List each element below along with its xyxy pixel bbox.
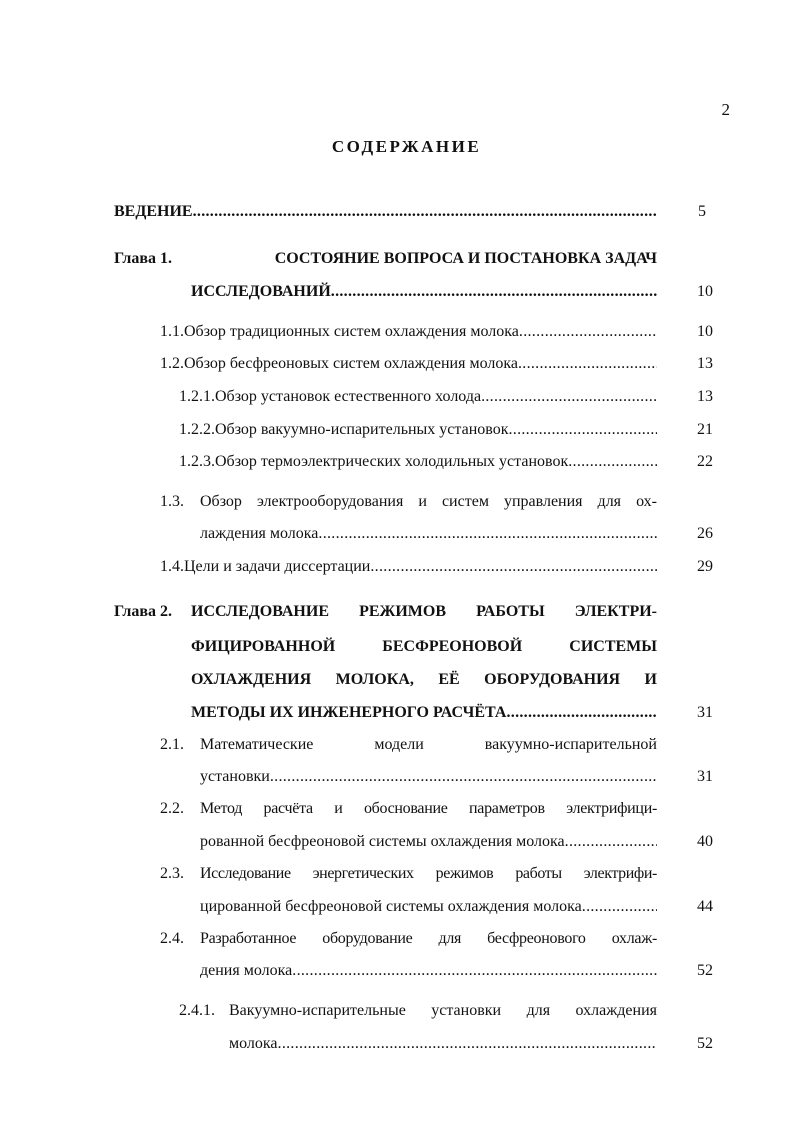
section-number: 1.3. xyxy=(160,493,184,510)
chapter-prefix: Глава 2. xyxy=(114,603,172,620)
toc-entry-1-3[interactable] xyxy=(160,493,657,511)
toc-entry-2-2-cont[interactable] xyxy=(200,833,657,851)
toc-label-line: Обзор электрооборудования и систем управления для ох- xyxy=(200,493,657,510)
dot-leader xyxy=(278,1035,657,1053)
section-number: 1.2. xyxy=(160,355,184,372)
toc-entry-2-4[interactable] xyxy=(160,930,657,948)
toc-page: 40 xyxy=(697,833,713,850)
chapter-prefix: Глава 1. xyxy=(114,250,172,267)
toc-entry-2-4-1-cont[interactable] xyxy=(229,1035,657,1053)
toc-entry-ch2[interactable] xyxy=(114,603,657,621)
dot-leader xyxy=(331,283,657,301)
toc-page: 10 xyxy=(697,283,713,300)
section-number: 2.4.1. xyxy=(179,1002,215,1019)
toc-page: 31 xyxy=(697,704,713,721)
toc-entry-2-4-cont[interactable] xyxy=(200,962,657,980)
toc-label: Обзор установок естественного холода xyxy=(215,388,482,405)
toc-entry-ch1[interactable] xyxy=(114,250,657,268)
toc-page: 21 xyxy=(697,421,713,438)
toc-label: Цели и задачи диссертации xyxy=(184,558,371,575)
toc-entry-1-2[interactable] xyxy=(160,355,657,373)
section-number: 1.2.3. xyxy=(179,453,215,470)
toc-entry-2-2[interactable] xyxy=(160,800,657,818)
toc-entry-1-2-3[interactable] xyxy=(179,453,657,471)
dot-leader xyxy=(193,203,657,221)
toc-label-line: Математические модели вакуумно-испарительной xyxy=(200,736,657,753)
chapter-title-line: СОСТОЯНИЕ ВОПРОСА И ПОСТАНОВКА ЗАДАЧ xyxy=(274,250,657,267)
chapter-title-line: ФИЦИРОВАННОЙ БЕСФРЕОНОВОЙ СИСТЕМЫ xyxy=(191,638,657,655)
toc-entry-1-3-cont[interactable] xyxy=(200,525,657,543)
toc-label: Обзор традиционных систем охлаждения молока xyxy=(184,323,519,340)
toc-page: 22 xyxy=(697,453,713,470)
toc-entry-1-2-2[interactable] xyxy=(179,421,657,439)
toc-entry-2-1-cont[interactable] xyxy=(200,768,657,786)
toc-label-line: рованной бесфреоновой системы охлаждения молока xyxy=(200,833,565,850)
toc-label: Обзор вакуумно-испарительных установок xyxy=(215,421,509,438)
toc-entry-2-1[interactable] xyxy=(160,736,657,754)
chapter-title-line: ИССЛЕДОВАНИЙ xyxy=(191,283,331,300)
dot-leader xyxy=(568,453,657,471)
toc-entry-1-2-1[interactable] xyxy=(179,388,657,406)
toc-entry-1-1[interactable] xyxy=(160,323,657,341)
toc-entry-intro[interactable] xyxy=(114,203,657,221)
page-title: СОДЕРЖАНИЕ xyxy=(331,137,482,156)
section-number: 2.4. xyxy=(160,930,184,947)
chapter-title-line: ИССЛЕДОВАНИЕ РЕЖИМОВ РАБОТЫ ЭЛЕКТРИ- xyxy=(191,603,657,620)
toc-page: 29 xyxy=(697,558,713,575)
section-number: 1.1. xyxy=(160,323,184,340)
toc-entry-2-3[interactable] xyxy=(160,865,657,883)
page-number: 2 xyxy=(721,100,730,119)
toc-page: 10 xyxy=(697,323,713,340)
toc-label-line: лаждения молока xyxy=(200,525,319,542)
toc-page: 5 xyxy=(698,203,706,220)
dot-leader xyxy=(506,704,657,722)
section-number: 2.3. xyxy=(160,865,184,882)
section-number: 2.2. xyxy=(160,800,184,817)
toc-label-line: Вакуумно-испарительные установки для охлаждения xyxy=(229,1002,657,1019)
section-number: 2.1. xyxy=(160,736,184,753)
toc-entry-1-4[interactable] xyxy=(160,558,657,576)
toc-entry-2-3-cont[interactable] xyxy=(200,898,657,916)
dot-leader xyxy=(565,833,657,851)
toc-label-line: молока xyxy=(229,1035,278,1052)
toc-label-line: Метод расчёта и обоснование параметров электрифици- xyxy=(200,800,657,817)
dot-leader xyxy=(582,898,657,916)
dot-leader xyxy=(481,388,657,406)
dot-leader xyxy=(370,558,657,576)
toc-page: 26 xyxy=(697,525,713,542)
toc-entry-2-4-1[interactable] xyxy=(179,1002,657,1020)
toc-page: 52 xyxy=(697,962,713,979)
dot-leader xyxy=(318,525,657,543)
toc-label-line: установки xyxy=(200,768,270,785)
toc-label-line: Исследование энергетических режимов работы электрифи- xyxy=(200,865,657,882)
chapter-title-line: ОХЛАЖДЕНИЯ МОЛОКА, ЕЁ ОБОРУДОВАНИЯ И xyxy=(191,671,657,688)
toc-entry-ch2-cont[interactable] xyxy=(191,704,657,722)
toc-label: ВЕДЕНИЕ xyxy=(114,203,193,220)
chapter-title-line: МЕТОДЫ ИХ ИНЖЕНЕРНОГО РАСЧЁТА xyxy=(191,704,507,721)
section-number: 1.2.1. xyxy=(179,388,215,405)
dot-leader xyxy=(270,768,657,786)
toc-label-line: дения молока xyxy=(200,962,293,979)
toc-entry-ch1-cont[interactable] xyxy=(191,283,657,301)
toc-label: Обзор термоэлектрических холодильных установок xyxy=(215,453,569,470)
toc-page: 52 xyxy=(697,1035,713,1052)
toc-page: 31 xyxy=(697,768,713,785)
dot-leader xyxy=(519,323,657,341)
section-number: 1.4. xyxy=(160,558,184,575)
toc-label-line: цированной бесфреоновой системы охлаждения молока xyxy=(200,898,582,915)
dot-leader xyxy=(518,355,657,373)
toc-page: 44 xyxy=(697,898,713,915)
dot-leader xyxy=(508,421,657,439)
toc-page: 13 xyxy=(697,388,713,405)
section-number: 1.2.2. xyxy=(179,421,215,438)
dot-leader xyxy=(292,962,657,980)
toc-label: Обзор бесфреоновых систем охлаждения молока xyxy=(184,355,518,372)
toc-label-line: Разработанное оборудование для бесфреонового охлаж- xyxy=(200,930,657,947)
toc-page: 13 xyxy=(697,355,713,372)
